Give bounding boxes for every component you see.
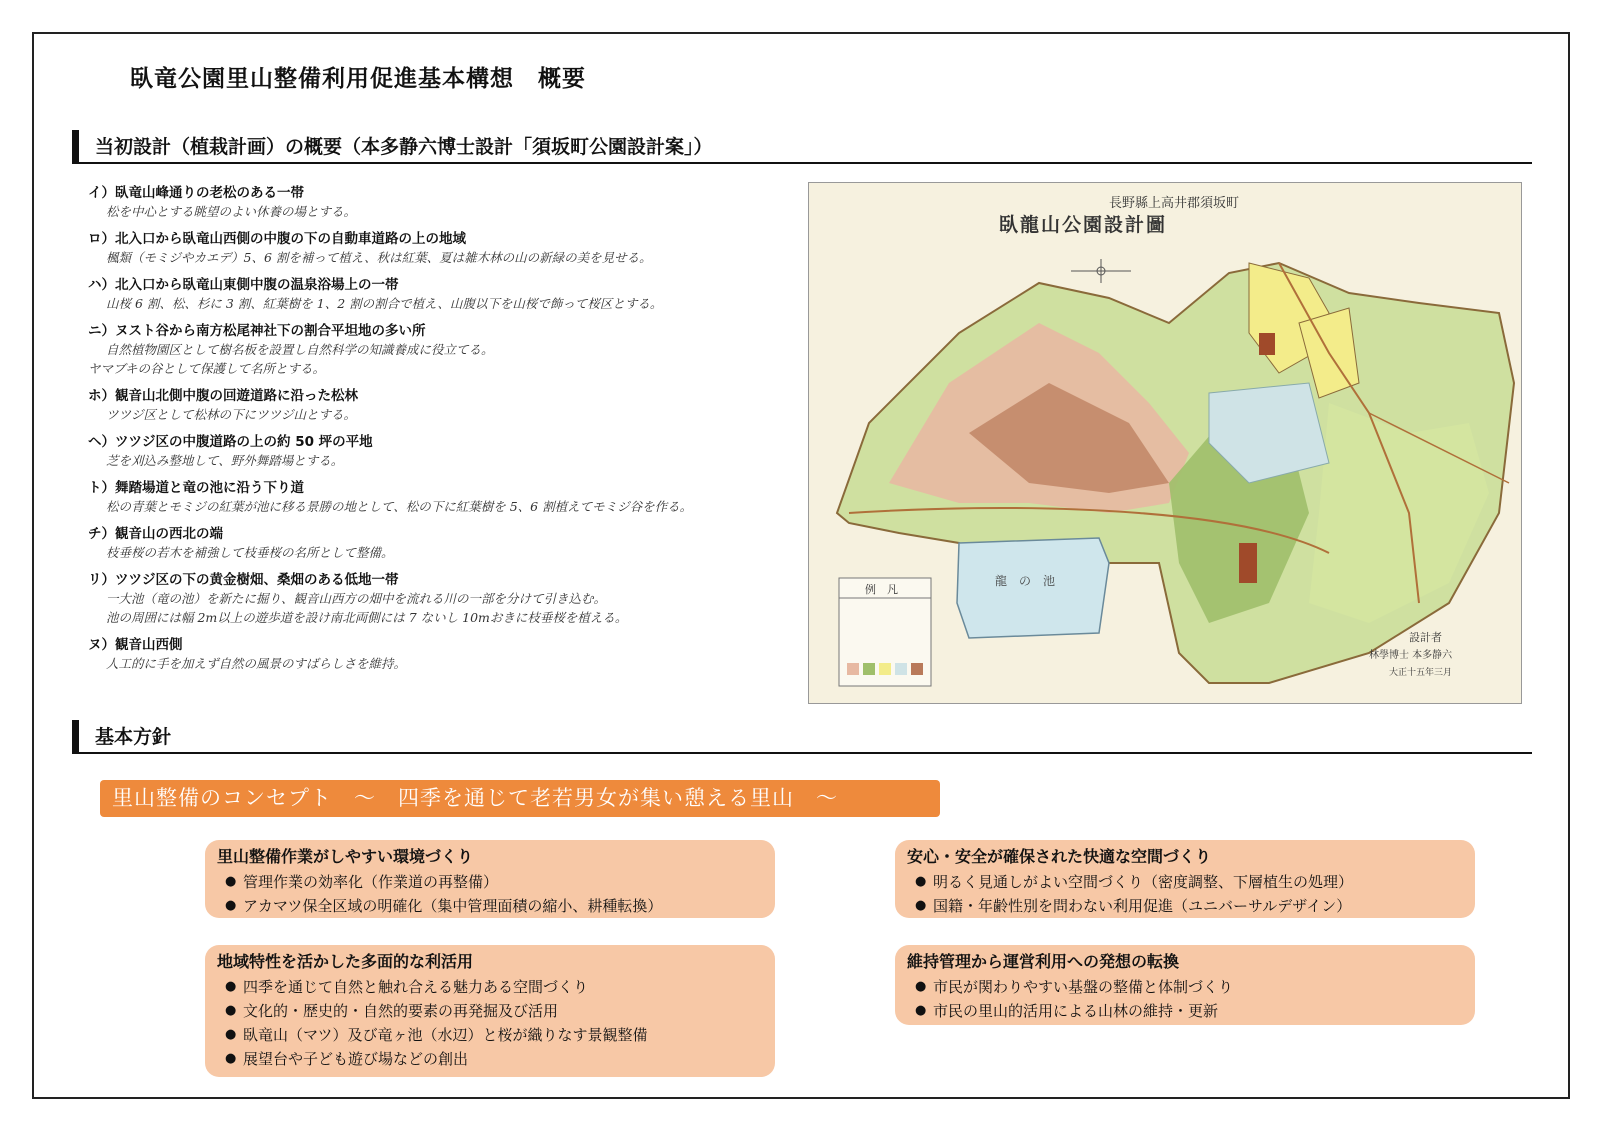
page-title: 臥竜公園里山整備利用促進基本構想 概要 [130,66,586,92]
design-item-head: ヌ）観音山西側 [88,637,183,653]
policy-panel [205,840,775,918]
policy-panel-title: 維持管理から運営利用への発想の転換 [907,952,1180,971]
concept-banner: 里山整備のコンセプト ～ 四季を通じて老若男女が集い憩える里山 ～ [100,780,940,817]
design-item-desc: 池の周囲には幅 2m以上の遊歩道を設け南北両側には 7 ないし 10mおきに枝垂桜を植える。 [106,610,628,625]
design-item-list [88,184,808,682]
policy-bullet: ● 市民の里山的活用による山林の維持・更新 [907,999,1463,1023]
section-heading-original-design [72,130,1532,164]
design-item [88,184,808,221]
design-item-desc: 人工的に手を加えず自然の風景のすばらしさを維持。 [106,656,407,671]
policy-panel-title: 地域特性を活かした多面的な利活用 [217,952,474,971]
map-main-title: 臥龍山公園設計圖 [999,214,1168,236]
policy-bullet-list [217,870,763,918]
design-item-desc: 山桜 6 割、松、杉に 3 割、紅葉樹を 1、2 割の割合で植え、山腹以下を山桜で飾って桜区とする。 [106,296,663,311]
policy-bullet: ● アカマツ保全区域の明確化（集中管理面積の縮小、耕種転換） [217,894,763,918]
design-item-desc: 一大池（竜の池）を新たに掘り、観音山西方の畑中を流れる川の一部を分けて引き込む。 [106,591,607,606]
policy-bullet: ● 文化的・歴史的・自然的要素の再発掘及び活用 [217,999,763,1023]
policy-bullet-list [907,870,1463,918]
policy-bullet: ● 臥竜山（マツ）及び竜ヶ池（水辺）と桜が織りなす景観整備 [217,1023,763,1047]
design-item [88,571,808,627]
design-item-desc: 松を中心とする眺望のよい休養の場とする。 [106,204,357,219]
policy-panel [205,945,775,1077]
design-item-head: チ）観音山の西北の端 [88,526,223,542]
policy-panel-title: 里山整備作業がしやすい環境づくり [217,847,474,866]
design-item-head: イ）臥竜山峰通りの老松のある一帯 [88,185,304,201]
policy-panel [895,945,1475,1025]
design-item [88,636,808,673]
legend-title: 例 凡 [865,583,898,596]
map-date: 大正十五年三月 [1389,668,1453,678]
design-item-desc: 芝を刈込み整地して、野外舞踏場とする。 [106,453,344,468]
building [1259,333,1275,355]
design-item-desc: 枝垂桜の若木を補強して枝垂桜の名所として整備。 [106,545,394,560]
design-item-head: ロ）北入口から臥竜山西側の中腹の下の自動車道路の上の地域 [88,231,466,247]
building [1239,543,1257,583]
policy-bullet: ● 国籍・年齢性別を問わない利用促進（ユニバーサルデザイン） [907,894,1463,918]
design-item [88,387,808,424]
design-item [88,322,808,378]
policy-bullet-list [217,975,763,1071]
design-item-desc: 楓類（モミジやカエデ）5、6 割を補って植え、秋は紅葉、夏は雑木林の山の新緑の美を見せる。 [106,250,652,265]
policy-bullet: ● 展望台や子ども遊び場などの創出 [217,1047,763,1071]
dragon-pond [957,538,1109,638]
design-item-head: ホ）観音山北側中腹の回遊道路に沿った松林 [88,388,358,404]
section-heading-text: 当初設計（植栽計画）の概要（本多静六博士設計「須坂町公園設計案」） [95,136,713,158]
design-item [88,479,808,516]
designer-name: 林學博士 本多静六 [1369,650,1453,661]
pond-label: 龍 の 池 [995,574,1056,588]
policy-bullet: ● 市民が関わりやすい基盤の整備と体制づくり [907,975,1463,999]
map-legend [839,578,931,686]
design-item-desc: 自然植物園区として樹名板を設置し自然科学の知識養成に役立てる。 [106,342,494,357]
policy-bullet-list [907,975,1463,1023]
design-item-head: ハ）北入口から臥竜山東側中腹の温泉浴場上の一帯 [88,277,399,293]
design-item [88,276,808,313]
designer-label: 設計者 [1409,631,1442,644]
design-item-head: ヘ）ツツジ区の中腹道路の上の約 50 坪の平地 [88,434,373,450]
design-item-desc: 松の青葉とモミジの紅葉が池に移る景勝の地として、松の下に紅葉樹を 5、6 割植えてモミジ谷を作る。 [106,499,693,514]
design-item-head: リ）ツツジ区の下の黄金樹畑、桑畑のある低地一帯 [88,572,399,588]
policy-bullet: ● 管理作業の効率化（作業道の再整備） [217,870,763,894]
design-item-head: ト）舞踏場道と竜の池に沿う下り道 [88,480,304,496]
design-item [88,230,808,267]
section-heading-basic-policy [72,720,1532,754]
policy-bullet: ● 明るく見通しがよい空間づくり（密度調整、下層植生の処理） [907,870,1463,894]
policy-bullet: ● 四季を通じて自然と触れ合える魅力ある空間づくり [217,975,763,999]
park-plan-map [808,182,1522,704]
policy-panel [895,840,1475,918]
section-heading-text: 基本方針 [95,726,172,748]
design-item-desc: ツツジ区として松林の下にツツジ山とする。 [106,407,357,422]
design-item-desc: ヤマブキの谷として保護して名所とする。 [88,361,326,376]
park-plan-map-drawing [809,183,1521,703]
map-vertical-title: 長野縣上高井郡須坂町 [1109,196,1240,211]
policy-panel-title: 安心・安全が確保された快適な空間づくり [907,847,1212,866]
design-item [88,525,808,562]
design-item [88,433,808,470]
design-item-head: ニ）ヌスト谷から南方松尾神社下の割合平坦地の多い所 [88,323,426,339]
